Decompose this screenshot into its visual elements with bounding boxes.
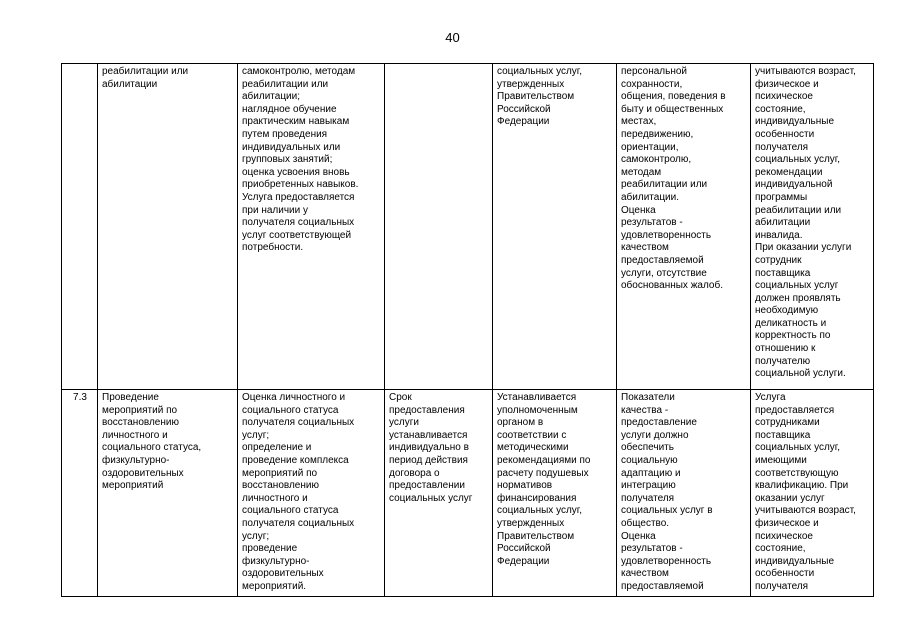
row-number-cell: 7.3 <box>62 390 98 597</box>
service-term-cell: Срок предоставления услуги устанавливается индивидуально в период действия договора о предоставлении социальных услуг <box>385 390 493 597</box>
service-quality-cell: Показатели качества - предоставление услуги должно обеспечить социальную адаптацию и интеграцию получателя социальных услуг в общество. Оценка результатов - удовлетворенность качеством предоставляемой <box>617 390 751 597</box>
row-number-cell <box>62 64 98 390</box>
service-description-cell: самоконтролю, методам реабилитации или абилитации; наглядное обучение практическим навыкам путем проведения индивидуальных или групповых занятий; оценка усвоения вновь приобретенных навыков. Услуга предоставляется при наличии у получателя социальных услуг соответствующей потребности. <box>238 64 385 390</box>
service-quality-cell: персональной сохранности, общения, поведения в быту и общественных местах, передвижению, ориентации, самоконтролю, методам реабилитации или абилитации. Оценка результатов - удовлетворенность качеством предоставляемой услуги, отсутствие обоснованных жалоб. <box>617 64 751 390</box>
service-name-cell: Проведение мероприятий по восстановлению личностного и социального статуса, физкультурно- оздоровительных мероприятий <box>98 390 238 597</box>
service-name-cell: реабилитации или абилитации <box>98 64 238 390</box>
service-cost-cell: социальных услуг, утвержденных Правительством Российской Федерации <box>493 64 617 390</box>
table-row <box>62 390 874 597</box>
page-number: 40 <box>445 30 460 45</box>
service-conditions-cell: учитываются возраст, физическое и психическое состояние, индивидуальные особенности получателя социальных услуг, рекомендации индивидуальной программы реабилитации или абилитации инвалида. При оказании услуги сотрудник поставщика социальных услуг должен проявлять необходимую деликатность и корректность по отношению к получателю социальной услуги. <box>751 64 874 390</box>
service-cost-cell: Устанавливается уполномоченным органом в соответствии с методическими рекомендациями по расчету подушевых нормативов финансирования социальных услуг, утвержденных Правительством Российской Федерации <box>493 390 617 597</box>
service-term-cell <box>385 64 493 390</box>
service-conditions-cell: Услуга предоставляется сотрудниками поставщика социальных услуг, имеющими соответствующую квалификацию. При оказании услуг учитываются возраст, физическое и психическое состояние, индивидуальные особенности получателя <box>751 390 874 597</box>
services-table <box>61 63 874 597</box>
table-row <box>62 64 874 390</box>
service-description-cell: Оценка личностного и социального статуса получателя социальных услуг; определение и проведение комплекса мероприятий по восстановлению личностного и социального статуса получателя социальных услуг; проведение физкультурно- оздоровительных мероприятий. <box>238 390 385 597</box>
